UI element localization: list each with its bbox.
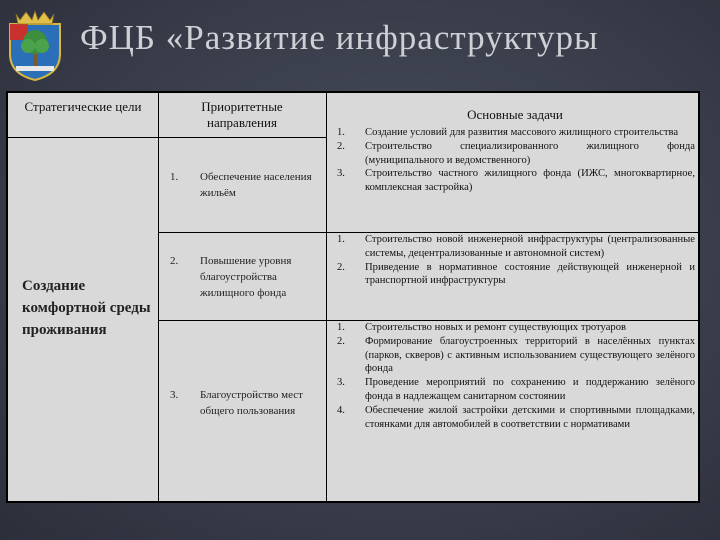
task-item [333, 335, 695, 376]
task-text: Строительство специализированного жилищного фонда (муниципального и ведомственного) [365, 140, 695, 166]
direction-item [170, 387, 320, 419]
task-group [333, 233, 695, 321]
direction-text: Обеспечение населения жильём [200, 171, 312, 199]
task-text: Строительство новой инженерной инфраструктуры (централизованные системы, децентрализованные и автономной систем) [365, 234, 695, 259]
task-item [333, 126, 695, 140]
task-number: 2. [337, 261, 345, 273]
task-item [333, 321, 695, 335]
header-tasks: Основные задачи [467, 107, 563, 122]
direction-item [170, 169, 320, 201]
task-number: 4. [337, 404, 345, 416]
page-title: ФЦБ «Развитие инфраструктуры [80, 18, 599, 57]
task-item [333, 233, 695, 261]
tasks-column [333, 126, 695, 431]
task-item [333, 167, 695, 195]
direction-number: 1. [170, 171, 179, 183]
task-number: 2. [337, 335, 345, 347]
infrastructure-table [6, 91, 700, 503]
task-item [333, 261, 695, 289]
task-group [333, 321, 695, 431]
header-goals: Стратегические цели [24, 99, 142, 114]
task-text: Приведение в нормативное состояние действующей инженерной и транспортной инфраструктуры [365, 261, 695, 287]
task-text: Проведение мероприятий по сохранению и поддержанию зелёного фонда в надлежащем санитарном состоянии [365, 377, 695, 402]
task-text: Создание условий для развития массового жилищного строительства [365, 127, 679, 138]
task-text: Формирование благоустроенных территорий в населённых пунктах (парков, скверов) с активным использованием существующего зелёного фонда [365, 335, 695, 375]
task-text: Строительство частного жилищного фонда (ИЖС, многоквартирное, комплексная застройка) [365, 168, 695, 194]
column-divider [158, 93, 159, 501]
strategic-goal: Создание комфортной среды проживания [22, 278, 151, 338]
task-text: Строительство новых и ремонт существующих тротуаров [365, 322, 626, 333]
direction-text: Повышение уровня благоустройства жилищного фонда [200, 255, 292, 299]
header-divider [8, 137, 326, 138]
direction-text: Благоустройство мест общего пользования [200, 389, 303, 417]
direction-number: 2. [170, 255, 179, 267]
direction-item [170, 253, 320, 301]
task-number: 3. [337, 377, 345, 389]
task-number: 1. [337, 234, 345, 245]
city-coat-of-arms-icon [6, 10, 64, 82]
column-divider [326, 93, 327, 501]
task-item [333, 140, 695, 168]
task-number: 2. [337, 140, 345, 152]
task-number: 1. [337, 127, 345, 138]
task-text: Обеспечение жилой застройки детскими и спортивными площадками, стоянками для автомобилей в соответствии с нормативами [365, 404, 695, 430]
task-item [333, 376, 695, 404]
direction-number: 3. [170, 389, 179, 401]
header-directions: Приоритетные направления [201, 99, 283, 130]
task-number: 1. [337, 322, 345, 333]
task-item [333, 404, 695, 432]
task-group [333, 126, 695, 233]
task-number: 3. [337, 168, 345, 180]
